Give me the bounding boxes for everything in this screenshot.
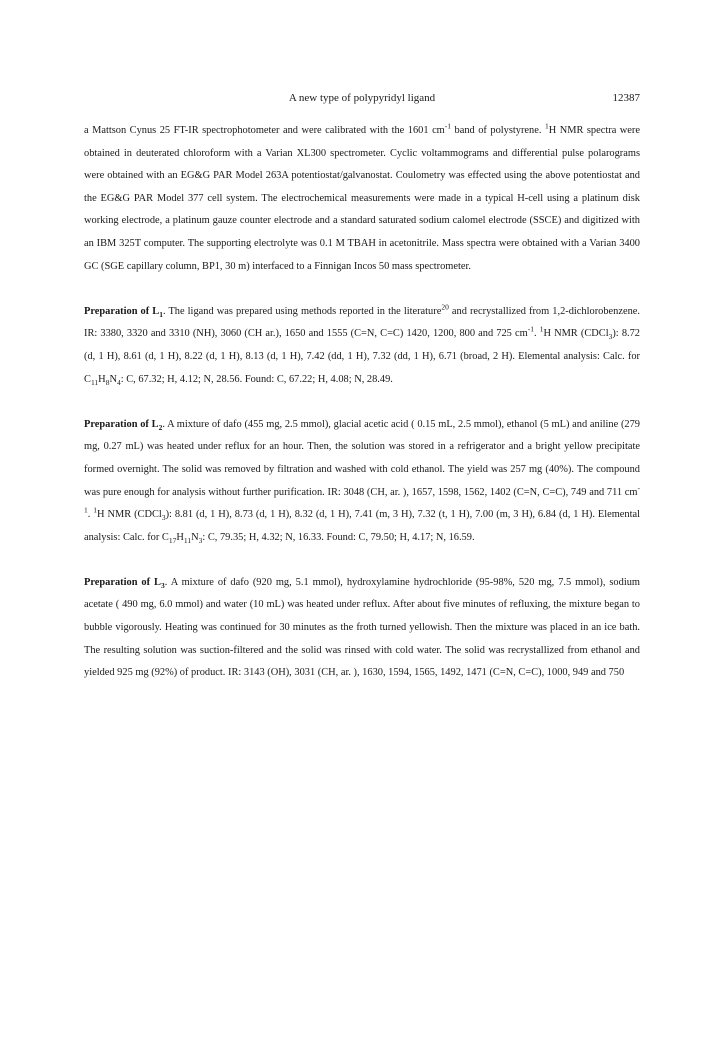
subscript: 4 bbox=[116, 377, 121, 387]
section-title-text: Preparation of L bbox=[84, 305, 160, 317]
running-header bbox=[84, 92, 640, 110]
superscript: 20 bbox=[441, 302, 449, 312]
section-title-text: Preparation of L bbox=[84, 418, 159, 430]
paragraph-preparation-l1 bbox=[84, 301, 640, 391]
body-text bbox=[84, 120, 640, 685]
text-run: H NMR (CDCl bbox=[97, 509, 162, 521]
subscript: 8 bbox=[105, 377, 110, 387]
paragraph-preparation-l2 bbox=[84, 414, 640, 550]
subscript: 3 bbox=[160, 580, 165, 590]
text-run: and recrystallized from 1,2-dichlorobenzene. IR: 3380, 3320 and 3310 (NH), 3060 (CH ar.), 1650 and 1555 (C=N, C=C) 1420, 1200, 800 and 725 cm bbox=[84, 305, 640, 340]
text-run: N bbox=[109, 373, 117, 385]
text-run: . bbox=[533, 328, 540, 340]
text-run: . A mixture of dafo (455 mg, 2.5 mmol), glacial acetic acid ( 0.15 mL, 2.5 mmol), ethanol (5 mL) and aniline (279 mg, 0.27 mL) was heated under reflux for an hour. Then, the solution was stored in a refrigerator and a bright yellow precipitate formed overnight. The solid was removed by filtration and washed with cold ethanol. The yield was 257 mg (40%). The compound was pure enough for analysis without further purification. IR: 3048 (CH, ar. ), 1657, 1598, 1562, 1402 (C=N, C=C), 749 and 711 cm bbox=[84, 418, 640, 498]
text-run: . A mixture of dafo (920 mg, 5.1 mmol), hydroxylamine hydrochloride (95-98%, 520 mg, 7.5 mmol), sodium acetate ( 490 mg, 6.0 mmol) and water (10 mL) was heated under reflux. After about five minutes of refluxing, the mixture began to bubble vigorously. Heating was continued for 30 minutes as the froth turned yellowish. Then the mixture was placed in an ice bath. The resulting solution was suction-filtered and the solid was rinsed with cold water. The solid was recrystallized from ethanol and yielded 925 mg (92%) of product. IR: 3143 (OH), 3031 (CH, ar. ), 1630, 1594, 1565, 1492, 1471 (C=N, C=C), 1000, 949 and 750 bbox=[84, 576, 640, 679]
text-run: ): 8.81 (d, 1 H), 8.73 (d, 1 H), 8.32 (d, 1 H), 7.41 (m, 3 H), 7.32 (t, 1 H), 7.00 (m, 3 H), 6.84 (d, 1 H). Elemental analysis: Calc. for C bbox=[84, 509, 640, 543]
page-number: 12387 bbox=[612, 92, 640, 104]
subscript: 1 bbox=[159, 309, 163, 319]
superscript: 1 bbox=[539, 324, 544, 334]
text-run: N bbox=[191, 531, 199, 543]
text-run: a Mattson Cynus 25 FT-IR spectrophotometer and were calibrated with the 1601 cm bbox=[84, 125, 445, 136]
subscript: 11 bbox=[183, 535, 192, 545]
subscript: 17 bbox=[168, 535, 177, 545]
subscript: 3 bbox=[161, 513, 166, 523]
text-run: H NMR spectra were obtained in deuterated chloroform with a Varian XL300 spectrometer. Cyclic voltammograms and differential pulse polarograms were obtained with an EG&G PAR Model 263A potentiostat/galvanostat. Coulometry was effected using the above potentiostat and the EG&G PAR Model 377 cell system. The electrochemical measurements were made in a typical H-cell using a platinum disk working electrode, a platinum gauze counter electrode and a standard saturated sodium calomel electrode (SSCE) and digitized with an IBM 325T computer. The supporting electrolyte was 0.1 M TBAH in acetonitrile. Mass spectra were obtained with a Varian 3400 GC (SGE capillary column, BP1, 30 m) interfaced to a Finnigan Incos 50 mass spectrometer. bbox=[84, 125, 640, 272]
superscript: 1 bbox=[93, 505, 98, 515]
section-title-l1 bbox=[84, 306, 163, 317]
text-run: . bbox=[87, 509, 94, 521]
superscript: -1 bbox=[444, 121, 452, 131]
section-title-l3 bbox=[84, 577, 165, 588]
text-run: : C, 79.35; H, 4.32; N, 16.33. Found: C, 79.50; H, 4.17; N, 16.59. bbox=[202, 531, 475, 543]
superscript: 1 bbox=[544, 121, 549, 131]
superscript: -1 bbox=[84, 483, 640, 515]
section-title-text: Preparation of L bbox=[84, 576, 161, 588]
subscript: 11 bbox=[90, 377, 99, 387]
section-title-l2 bbox=[84, 419, 162, 430]
subscript: 2 bbox=[158, 422, 163, 432]
running-title: A new type of polypyridyl ligand bbox=[288, 92, 436, 104]
text-run: . The ligand was prepared using methods reported in the literature bbox=[162, 305, 442, 317]
subscript: 3 bbox=[198, 535, 203, 545]
text-run: H bbox=[176, 531, 184, 543]
text-run: ): 8.72 (d, 1 H), 8.61 (d, 1 H), 8.22 (d, 1 H), 8.13 (d, 1 H), 7.42 (dd, 1 H), 7.32 (dd, 1 H), 6.71 (broad, 2 H). Elemental analysis: Calc. for C bbox=[84, 328, 641, 385]
superscript: -1 bbox=[527, 324, 534, 334]
text-run: H NMR (CDCl bbox=[543, 328, 609, 340]
text-run: H bbox=[98, 373, 106, 385]
paragraph-preparation-l3 bbox=[84, 572, 640, 685]
subscript: 3 bbox=[608, 332, 613, 342]
text-run: : C, 67.32; H, 4.12; N, 28.56. Found: C, 67.22; H, 4.08; N, 28.49. bbox=[120, 373, 393, 385]
paragraph-instrumentation bbox=[84, 120, 640, 278]
text-run: band of polystyrene. bbox=[451, 125, 545, 136]
